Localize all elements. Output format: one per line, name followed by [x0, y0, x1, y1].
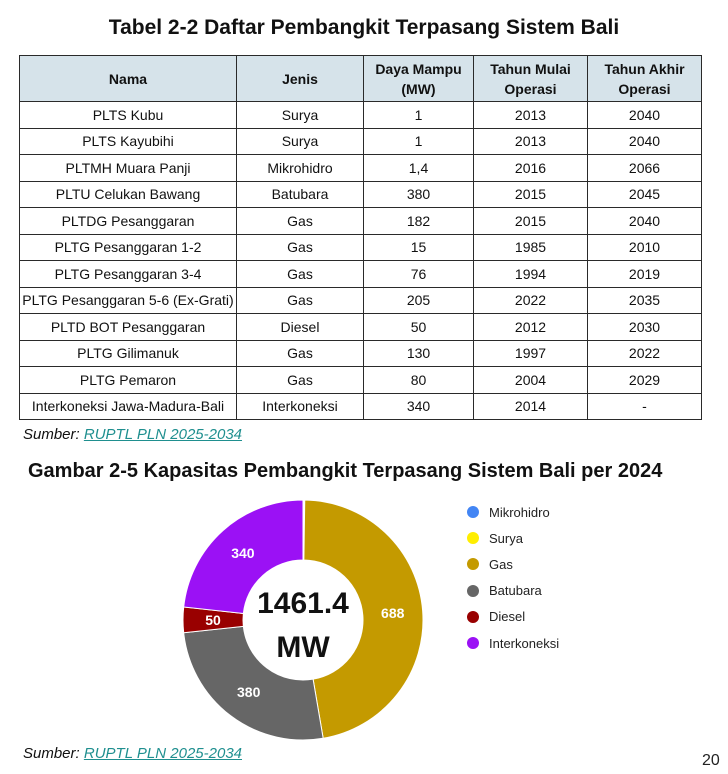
- table-source: [23, 426, 242, 443]
- table-cell: 2013: [474, 128, 588, 155]
- table-cell: Interkoneksi: [237, 393, 364, 420]
- slice-value-label: 688: [381, 605, 405, 622]
- table-cell: 1997: [474, 340, 588, 367]
- column-header: [474, 56, 588, 102]
- figure-source: [23, 745, 242, 762]
- column-header: [588, 56, 702, 102]
- table-row: [20, 314, 702, 341]
- slice-value-label: 340: [231, 544, 255, 561]
- legend-label: Interkoneksi: [489, 635, 560, 651]
- table-row: [20, 367, 702, 394]
- table-cell: 2040: [588, 208, 702, 235]
- table-cell: 340: [364, 393, 474, 420]
- legend-item[interactable]: [467, 578, 559, 604]
- legend-swatch: [467, 532, 479, 544]
- table-cell: 1: [364, 102, 474, 129]
- table-cell: 2022: [588, 340, 702, 367]
- table-cell: 2019: [588, 261, 702, 288]
- table-cell: 76: [364, 261, 474, 288]
- table-cell: 2016: [474, 155, 588, 182]
- table-cell: 2014: [474, 393, 588, 420]
- table-cell: Surya: [237, 102, 364, 129]
- legend-label: Gas: [489, 556, 513, 572]
- legend-label: Surya: [489, 530, 523, 546]
- column-header-text: Operasi: [618, 80, 671, 97]
- column-header-text: Nama: [108, 70, 148, 87]
- table-cell: Surya: [237, 128, 364, 155]
- table-cell: 2015: [474, 208, 588, 235]
- table-cell: Interkoneksi Jawa-Madura-Bali: [20, 393, 237, 420]
- table-cell: 15: [364, 234, 474, 261]
- table-row: [20, 181, 702, 208]
- table-cell: 2015: [474, 181, 588, 208]
- table-row: [20, 208, 702, 235]
- source-prefix: Sumber:: [23, 745, 84, 762]
- legend-label: Batubara: [489, 583, 542, 599]
- column-header: [364, 56, 474, 102]
- page-number: 20: [702, 752, 720, 769]
- legend-swatch: [467, 637, 479, 649]
- table-cell: 2012: [474, 314, 588, 341]
- table-cell: PLTD BOT Pesanggaran: [20, 314, 237, 341]
- table-row: [20, 261, 702, 288]
- table-cell: 2030: [588, 314, 702, 341]
- table-cell: Diesel: [237, 314, 364, 341]
- table-cell: 2010: [588, 234, 702, 261]
- table-cell: 2022: [474, 287, 588, 314]
- legend-swatch: [467, 611, 479, 623]
- table-cell: 205: [364, 287, 474, 314]
- table-cell: PLTS Kayubihi: [20, 128, 237, 155]
- legend-item[interactable]: [467, 499, 559, 525]
- column-header: [237, 56, 364, 102]
- column-header-text: Jenis: [282, 70, 318, 87]
- table-header-row: [20, 56, 702, 102]
- legend-swatch: [467, 558, 479, 570]
- legend-label: Mikrohidro: [489, 504, 550, 520]
- table-cell: Mikrohidro: [237, 155, 364, 182]
- table-row: [20, 155, 702, 182]
- table-cell: PLTMH Muara Panji: [20, 155, 237, 182]
- donut-center-label: [243, 582, 363, 670]
- legend-label: Diesel: [489, 609, 526, 625]
- chart-legend: [467, 499, 559, 656]
- table-cell: PLTU Celukan Bawang: [20, 181, 237, 208]
- source-link[interactable]: RUPTL PLN 2025-2034: [83, 745, 243, 762]
- power-plant-table: [19, 55, 702, 420]
- column-header-text: Tahun Akhir: [604, 60, 685, 77]
- table-row: [20, 340, 702, 367]
- table-cell: Gas: [237, 287, 364, 314]
- table-cell: Gas: [237, 234, 364, 261]
- table-cell: 1,4: [364, 155, 474, 182]
- legend-swatch: [467, 585, 479, 597]
- table-cell: Gas: [237, 208, 364, 235]
- table-cell: PLTG Pesanggaran 3-4: [20, 261, 237, 288]
- table-cell: PLTG Gilimanuk: [20, 340, 237, 367]
- center-total-unit: MW: [276, 631, 330, 664]
- legend-swatch: [467, 506, 479, 518]
- table-cell: PLTG Pesanggaran 1-2: [20, 234, 237, 261]
- table-cell: 80: [364, 367, 474, 394]
- column-header-text: Operasi: [504, 80, 557, 97]
- table-cell: PLTDG Pesanggaran: [20, 208, 237, 235]
- table-cell: 380: [364, 181, 474, 208]
- column-header: [20, 56, 237, 102]
- table-cell: 2013: [474, 102, 588, 129]
- source-prefix: Sumber:: [23, 426, 84, 443]
- table-row: [20, 102, 702, 129]
- slice-value-label: 50: [205, 611, 221, 628]
- table-row: [20, 287, 702, 314]
- legend-item[interactable]: [467, 604, 559, 630]
- table-cell: 50: [364, 314, 474, 341]
- table-cell: Gas: [237, 367, 364, 394]
- figure-title: Gambar 2-5 Kapasitas Pembangkit Terpasang Sistem Bali per 2024: [28, 460, 663, 482]
- table-cell: 1: [364, 128, 474, 155]
- slice-value-label: 380: [237, 683, 261, 700]
- table-cell: 2045: [588, 181, 702, 208]
- source-link[interactable]: RUPTL PLN 2025-2034: [83, 426, 243, 443]
- table-cell: Gas: [237, 261, 364, 288]
- column-header-text: Daya Mampu: [375, 60, 462, 77]
- table-cell: 2035: [588, 287, 702, 314]
- column-header-text: (MW): [401, 80, 436, 97]
- table-cell: 2040: [588, 128, 702, 155]
- legend-item[interactable]: [467, 551, 559, 577]
- table-body: [20, 102, 702, 420]
- table-cell: Gas: [237, 340, 364, 367]
- table-cell: 2066: [588, 155, 702, 182]
- table-cell: 2040: [588, 102, 702, 129]
- legend-item[interactable]: [467, 630, 559, 656]
- table-cell: 2029: [588, 367, 702, 394]
- table-cell: -: [588, 393, 702, 420]
- table-row: [20, 393, 702, 420]
- column-header-text: Tahun Mulai: [490, 60, 571, 77]
- table-cell: 1994: [474, 261, 588, 288]
- table-cell: 1985: [474, 234, 588, 261]
- table-cell: Batubara: [237, 181, 364, 208]
- table-title: Tabel 2-2 Daftar Pembangkit Terpasang Sistem Bali: [108, 16, 620, 39]
- table-row: [20, 128, 702, 155]
- table-row: [20, 234, 702, 261]
- table-cell: 130: [364, 340, 474, 367]
- table-cell: 2004: [474, 367, 588, 394]
- table-cell: 182: [364, 208, 474, 235]
- table-cell: PLTS Kubu: [20, 102, 237, 129]
- table-cell: PLTG Pesanggaran 5-6 (Ex-Grati): [20, 287, 237, 314]
- center-total-value: 1461.4: [257, 587, 349, 620]
- legend-item[interactable]: [467, 525, 559, 551]
- table-cell: PLTG Pemaron: [20, 367, 237, 394]
